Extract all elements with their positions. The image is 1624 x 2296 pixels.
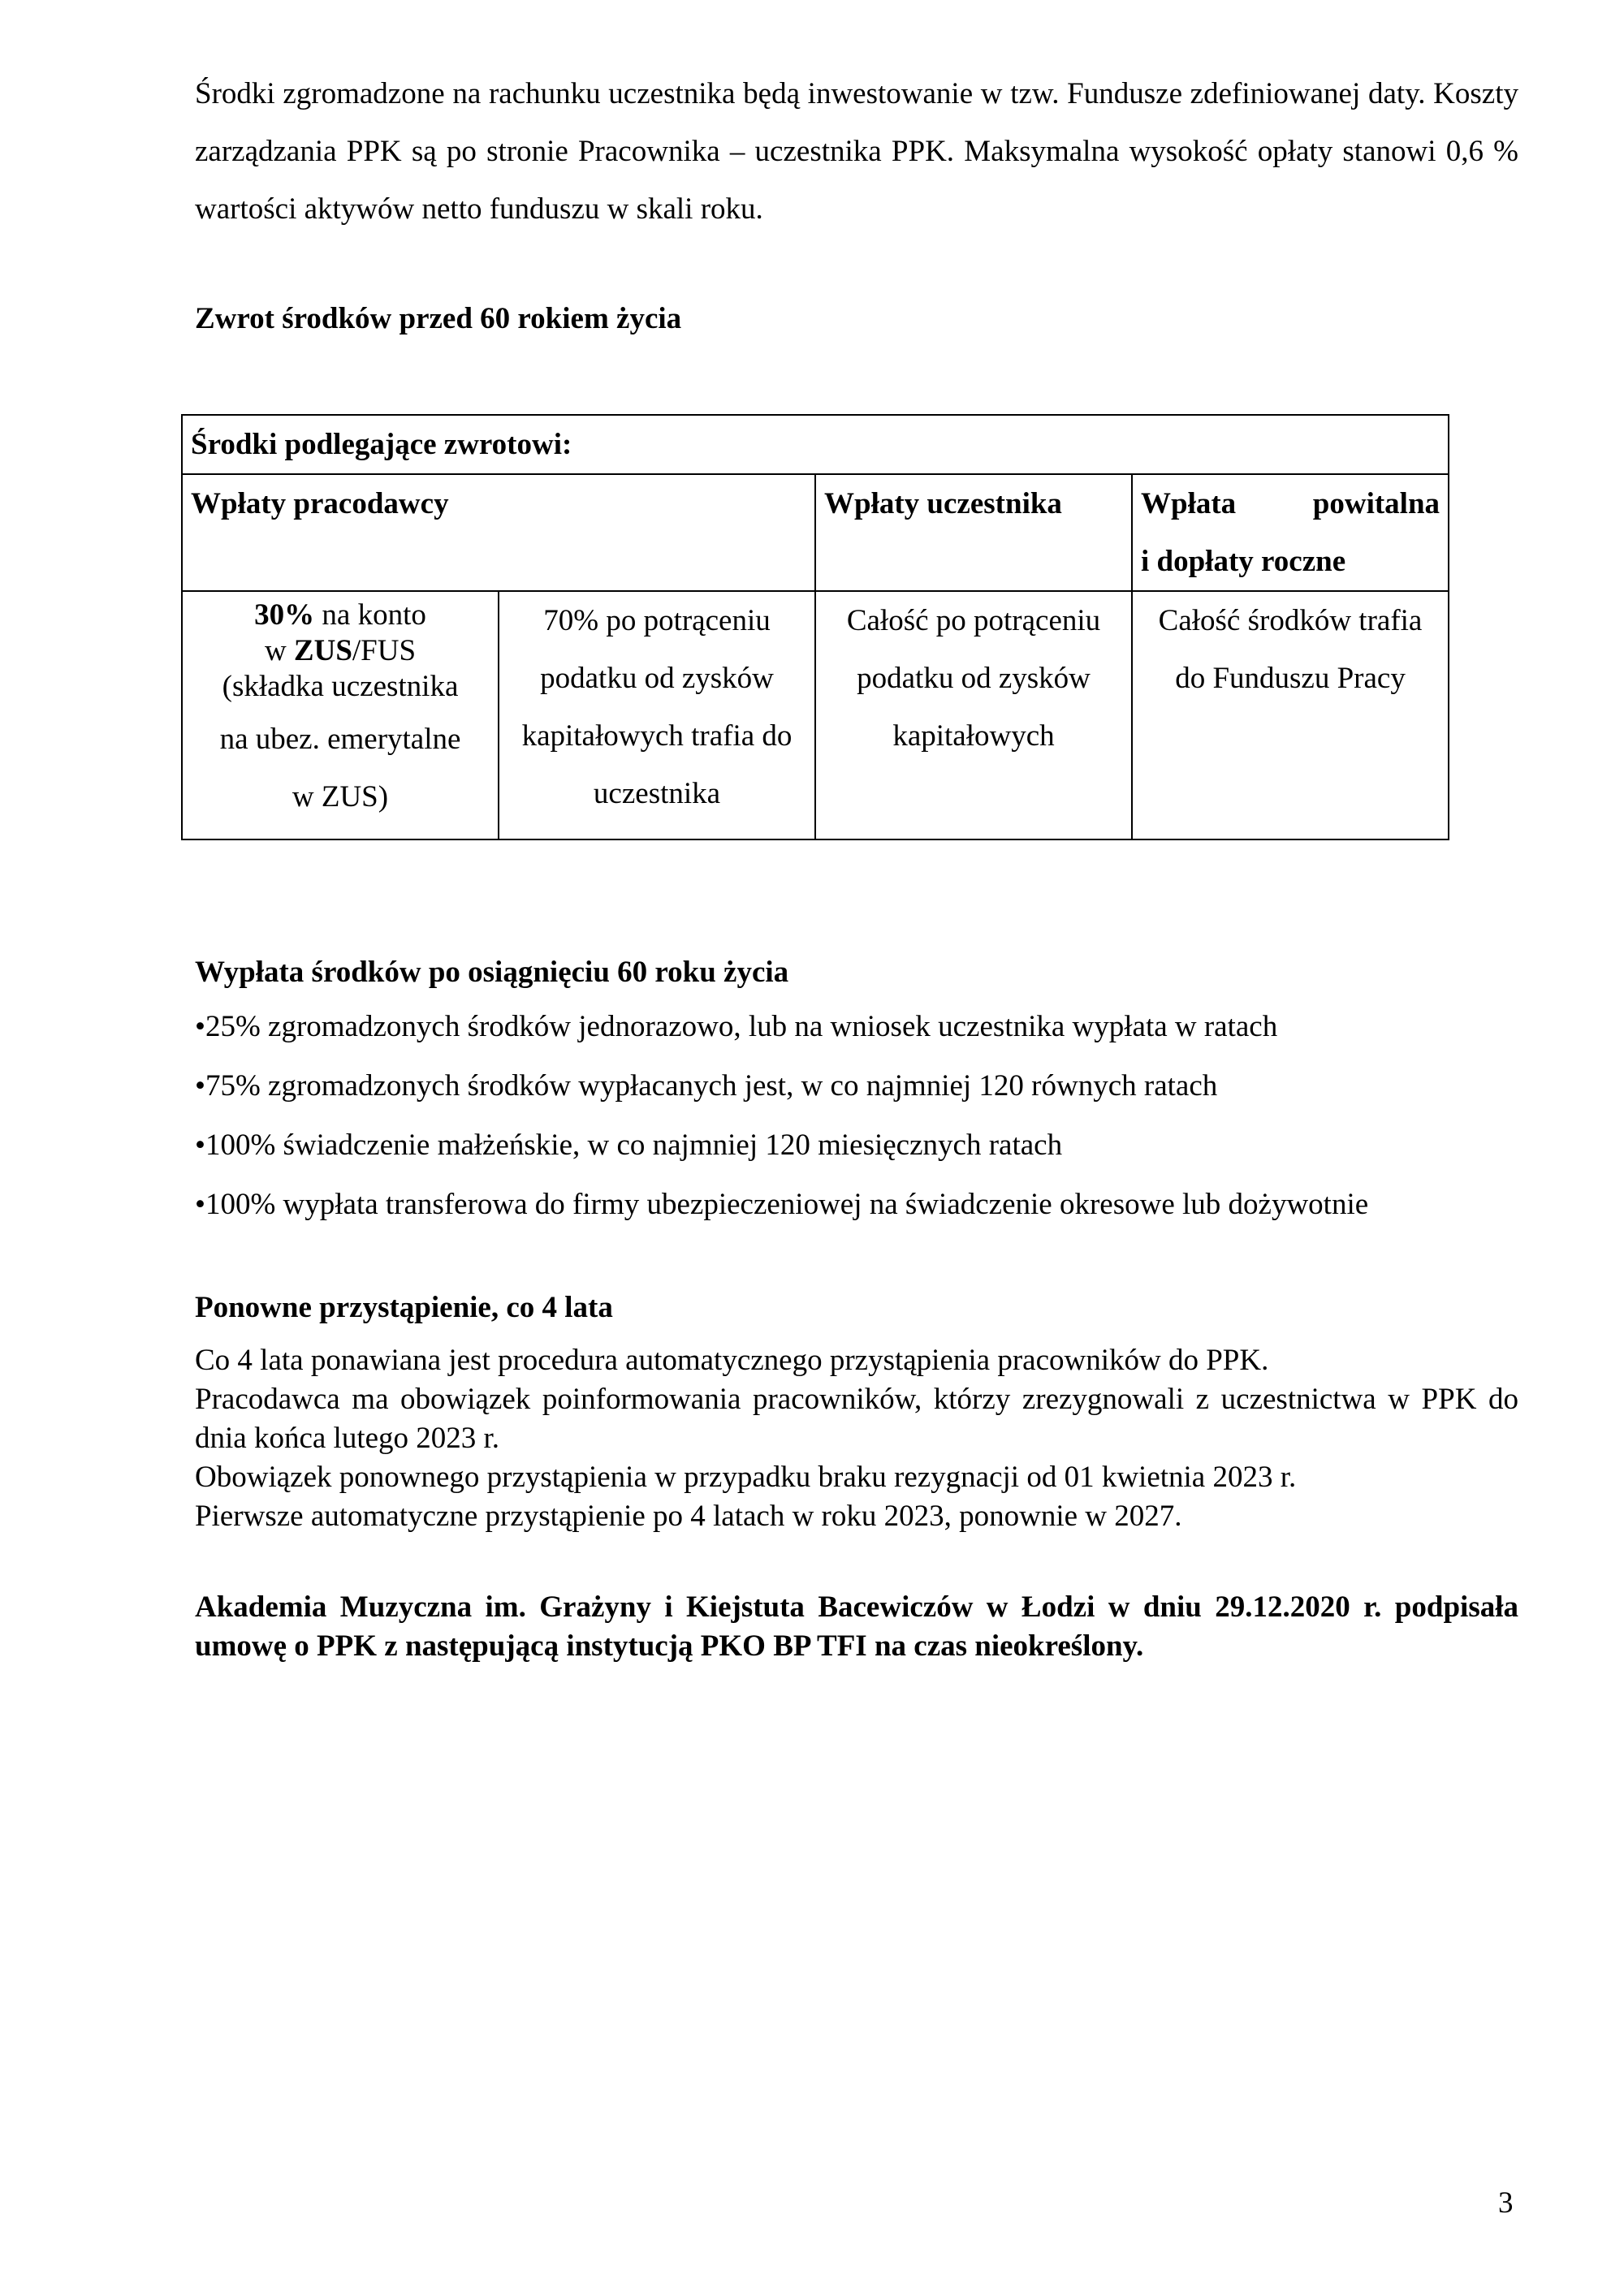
refund-heading: Zwrot środków przed 60 rokiem życia (195, 302, 682, 335)
list-item: •100% świadczenie małżeńskie, w co najmniej 120 miesięcznych ratach (195, 1129, 1063, 1162)
closing-statement: Akademia Muzyczna im. Grażyny i Kiejstuta Bacewiczów w Łodzi w dniu 29.12.2020 r. podpisała umowę o PPK z następującą instytucją PKO BP TFI na czas nieokreślony. (195, 1590, 1518, 1663)
payout-heading: Wypłata środków po osiągnięciu 60 roku życia (195, 956, 789, 989)
payout-list (195, 997, 1518, 1234)
header-welcome-payment (1132, 474, 1449, 591)
refund-table (181, 414, 1449, 840)
document-page (191, 65, 1518, 1663)
zus-line3: (składka uczestnika (222, 670, 459, 703)
intro-paragraph: Środki zgromadzone na rachunku uczestnika będą inwestowanie w tzw. Fundusze zdefiniowanej daty. Koszty zarządzania PPK są po stronie Pracownika – uczestnika PPK. Maksymalna wysokość opłaty stanowi 0,6 % wartości aktywów netto funduszu w skali roku. (195, 77, 1518, 226)
zus-bold: ZUS (293, 634, 352, 667)
page-number: 3 (1498, 2186, 1514, 2220)
rejoin-paragraph (195, 1341, 1518, 1536)
zus-prefix: w (264, 634, 294, 667)
header-participant-contributions: Wpłaty uczestnika (815, 474, 1132, 591)
rejoin-line4: Pierwsze automatyczne przystąpienie po 4 latach w roku 2023, ponownie w 2027. (195, 1500, 1182, 1533)
table-caption: Środki podlegające zwrotowi: (182, 415, 1449, 474)
header-welcome-line1: Wpłata powitalna (1141, 487, 1440, 520)
zus-fus: /FUS (352, 634, 417, 667)
cell-seventy-percent: 70% po potrąceniu podatku od zysków kapitałowych trafia do uczestnika (499, 591, 815, 839)
rejoin-line2: Pracodawca ma obowiązek poinformowania pracowników, którzy zrezygnowali z uczestnictwa w PPK do dnia końca lutego 2023 r. (195, 1383, 1518, 1455)
header-employer-contributions: Wpłaty pracodawcy (182, 474, 815, 591)
cell-welcome-full: Całość środków trafia do Funduszu Pracy (1132, 591, 1449, 839)
zus-text-on-account: na konto (314, 598, 426, 632)
zus-line4: na ubez. emerytalne (219, 723, 461, 756)
list-item: •75% zgromadzonych środków wypłacanych jest, w co najmniej 120 równych ratach (195, 1069, 1218, 1103)
rejoin-line1: Co 4 lata ponawiana jest procedura automatycznego przystąpienia pracowników do PPK. (195, 1344, 1269, 1377)
header-welcome-line2: i dopłaty roczne (1141, 545, 1346, 578)
list-item: •25% zgromadzonych środków jednorazowo, lub na wniosek uczestnika wypłata w ratach (195, 1010, 1278, 1043)
rejoin-heading: Ponowne przystąpienie, co 4 lata (195, 1291, 613, 1324)
cell-participant-full: Całość po potrąceniu podatku od zysków kapitałowych (815, 591, 1132, 839)
cell-zus-share (182, 591, 499, 839)
zus-percent: 30% (254, 598, 315, 632)
zus-line5: w ZUS) (292, 780, 389, 814)
list-item: •100% wypłata transferowa do firmy ubezpieczeniowej na świadczenie okresowe lub dożywotnie (195, 1188, 1369, 1221)
rejoin-line3: Obowiązek ponownego przystąpienia w przypadku braku rezygnacji od 01 kwietnia 2023 r. (195, 1461, 1297, 1494)
